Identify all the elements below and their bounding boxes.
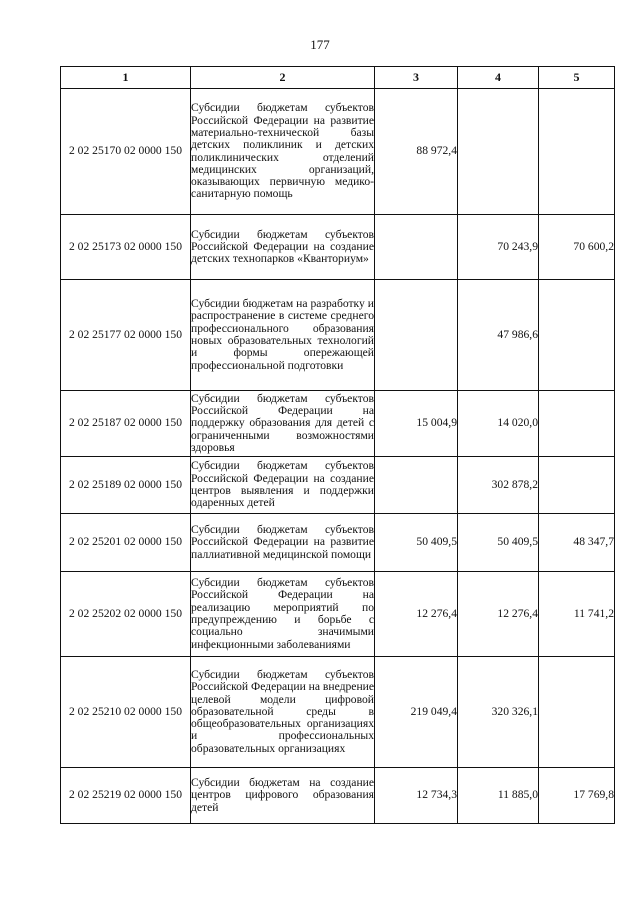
subsidy-description: Субсидии бюджетам субъектов Российской Федерации на развитие материально-технической базы детских поликлиник и детских поликлинических отделений медицинских организаций, оказывающих первичную медико-санитарную помощь bbox=[191, 89, 375, 215]
value-col-3 bbox=[375, 280, 458, 391]
subsidy-description: Субсидии бюджетам субъектов Российской Федерации на внедрение целевой модели цифровой образовательной среды в общеобразовательных организациях и профессиональных образовательных организациях bbox=[191, 657, 375, 768]
subsidy-description: Субсидии бюджетам субъектов Российской Федерации на создание центров выявления и поддержки одаренных детей bbox=[191, 457, 375, 514]
table-row bbox=[61, 391, 615, 457]
table-row bbox=[61, 280, 615, 391]
value-col-3: 12 734,3 bbox=[375, 768, 458, 824]
budget-table bbox=[60, 66, 615, 824]
value-col-3 bbox=[375, 215, 458, 280]
value-col-4: 50 409,5 bbox=[458, 514, 539, 572]
value-col-5: 11 741,2 bbox=[539, 572, 615, 657]
header-col-5: 5 bbox=[539, 67, 615, 89]
value-col-4: 302 878,2 bbox=[458, 457, 539, 514]
value-col-3: 88 972,4 bbox=[375, 89, 458, 215]
subsidy-description: Субсидии бюджетам на разработку и распространение в системе среднего профессионального образования новых образовательных технологий и формы опережающей профессиональной подготовки bbox=[191, 280, 375, 391]
budget-code: 2 02 25177 02 0000 150 bbox=[61, 280, 191, 391]
subsidy-description: Субсидии бюджетам субъектов Российской Федерации на создание детских технопарков «Кванториум» bbox=[191, 215, 375, 280]
value-col-4: 70 243,9 bbox=[458, 215, 539, 280]
value-col-4: 11 885,0 bbox=[458, 768, 539, 824]
page-number: 177 bbox=[310, 37, 330, 52]
value-col-5: 70 600,2 bbox=[539, 215, 615, 280]
table-row bbox=[61, 572, 615, 657]
value-col-4: 12 276,4 bbox=[458, 572, 539, 657]
value-col-3: 12 276,4 bbox=[375, 572, 458, 657]
header-col-1: 1 bbox=[61, 67, 191, 89]
budget-code: 2 02 25210 02 0000 150 bbox=[61, 657, 191, 768]
budget-code: 2 02 25201 02 0000 150 bbox=[61, 514, 191, 572]
subsidy-description: Субсидии бюджетам субъектов Российской Федерации на реализацию мероприятий по предупреждению и борьбе с социально значимыми инфекционными заболеваниями bbox=[191, 572, 375, 657]
value-col-4: 14 020,0 bbox=[458, 391, 539, 457]
header-col-4: 4 bbox=[458, 67, 539, 89]
value-col-4: 47 986,6 bbox=[458, 280, 539, 391]
budget-code: 2 02 25187 02 0000 150 bbox=[61, 391, 191, 457]
table-row bbox=[61, 657, 615, 768]
value-col-5 bbox=[539, 280, 615, 391]
header-col-2: 2 bbox=[191, 67, 375, 89]
value-col-3: 50 409,5 bbox=[375, 514, 458, 572]
budget-code: 2 02 25219 02 0000 150 bbox=[61, 768, 191, 824]
table-row bbox=[61, 768, 615, 824]
value-col-4 bbox=[458, 89, 539, 215]
header-col-3: 3 bbox=[375, 67, 458, 89]
value-col-5 bbox=[539, 457, 615, 514]
value-col-3 bbox=[375, 457, 458, 514]
value-col-5 bbox=[539, 657, 615, 768]
value-col-5: 17 769,8 bbox=[539, 768, 615, 824]
subsidy-description: Субсидии бюджетам субъектов Российской Федерации на развитие паллиативной медицинской помощи bbox=[191, 514, 375, 572]
value-col-5: 48 347,7 bbox=[539, 514, 615, 572]
table-row bbox=[61, 457, 615, 514]
table-row bbox=[61, 514, 615, 572]
subsidy-description: Субсидии бюджетам на создание центров цифрового образования детей bbox=[191, 768, 375, 824]
budget-code: 2 02 25170 02 0000 150 bbox=[61, 89, 191, 215]
budget-code: 2 02 25189 02 0000 150 bbox=[61, 457, 191, 514]
value-col-4: 320 326,1 bbox=[458, 657, 539, 768]
value-col-5 bbox=[539, 391, 615, 457]
header-row bbox=[61, 67, 615, 89]
budget-code: 2 02 25202 02 0000 150 bbox=[61, 572, 191, 657]
table-row bbox=[61, 89, 615, 215]
table-row bbox=[61, 215, 615, 280]
budget-code: 2 02 25173 02 0000 150 bbox=[61, 215, 191, 280]
value-col-3: 219 049,4 bbox=[375, 657, 458, 768]
value-col-3: 15 004,9 bbox=[375, 391, 458, 457]
value-col-5 bbox=[539, 89, 615, 215]
subsidy-description: Субсидии бюджетам субъектов Российской Федерации на поддержку образования для детей с ограниченными возможностями здоровья bbox=[191, 391, 375, 457]
